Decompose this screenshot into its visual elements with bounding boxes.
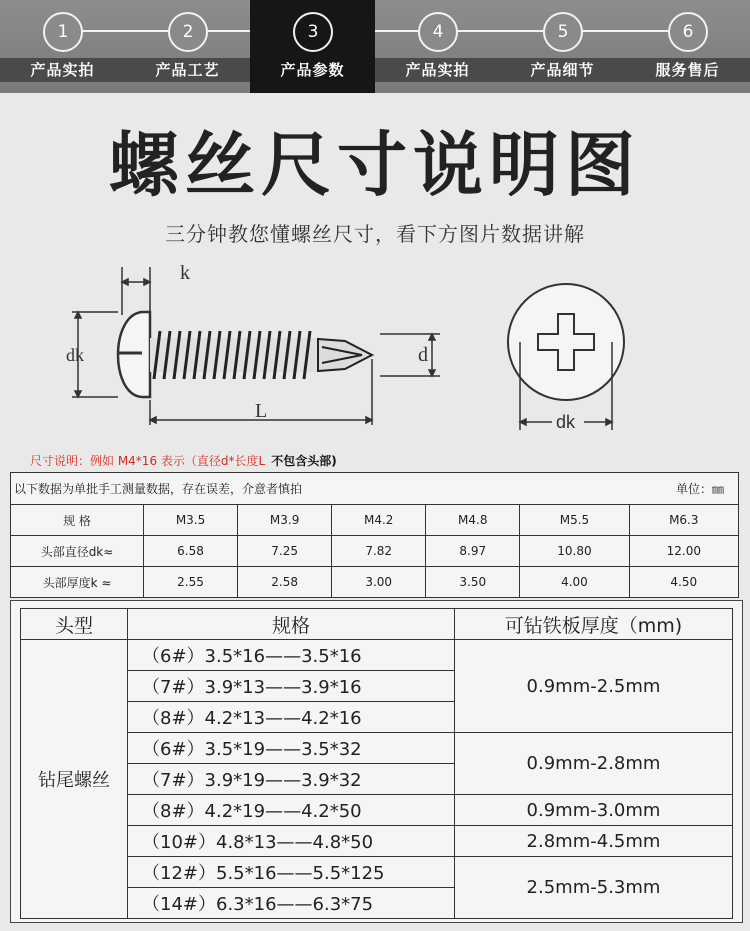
drill-capacity-table xyxy=(20,608,733,919)
table-cell: 4.50 xyxy=(629,567,738,598)
column-header: 可钻铁板厚度（mm) xyxy=(455,609,733,640)
table-cell: 3.00 xyxy=(332,567,426,598)
step-3[interactable] xyxy=(250,0,375,93)
table-cell: M5.5 xyxy=(520,505,629,536)
spec-cell: （14#）6.3*16——6.3*75 xyxy=(128,888,455,919)
table-row xyxy=(21,826,733,857)
thickness-cell: 2.8mm-4.5mm xyxy=(455,826,733,857)
screw-dimension-diagram xyxy=(0,255,750,445)
step-number: 5 xyxy=(543,12,583,52)
step-label: 产品参数 xyxy=(280,61,345,79)
d-label: d xyxy=(418,344,428,366)
step-number: 1 xyxy=(43,12,83,52)
table-info: 以下数据为单批手工测量数据，存在误差，介意者慎拍 xyxy=(14,482,303,496)
table-row xyxy=(21,795,733,826)
spec-cell: （6#）3.5*19——3.5*32 xyxy=(128,733,455,764)
size-note-red: 尺寸说明：例如 M4*16 表示（直径d*长度L xyxy=(30,454,266,468)
spec-cell: （8#）4.2*19——4.2*50 xyxy=(128,795,455,826)
table-cell: 7.82 xyxy=(332,536,426,567)
table-cell: 3.50 xyxy=(426,567,520,598)
k-label: k xyxy=(180,262,190,284)
step-label: 产品实拍 xyxy=(405,61,470,79)
table-cell: 头部直径dk≈ xyxy=(11,536,144,567)
table-row xyxy=(21,640,733,671)
spec-cell: （12#）5.5*16——5.5*125 xyxy=(128,857,455,888)
table-cell: 2.55 xyxy=(144,567,238,598)
step-label: 产品实拍 xyxy=(30,61,95,79)
spec-cell: （10#）4.8*13——4.8*50 xyxy=(128,826,455,857)
dk-end-label: dk xyxy=(556,412,576,432)
size-note xyxy=(30,452,337,469)
table-cell: 7.25 xyxy=(238,536,332,567)
thickness-cell: 0.9mm-2.5mm xyxy=(455,640,733,733)
step-4[interactable] xyxy=(375,0,500,93)
step-2[interactable] xyxy=(125,0,250,93)
step-nav xyxy=(0,0,750,93)
table-unit: 单位：㎜ xyxy=(675,482,724,496)
table-cell: 2.58 xyxy=(238,567,332,598)
step-number: 3 xyxy=(293,12,333,52)
table-row xyxy=(11,567,739,598)
table-row xyxy=(21,733,733,764)
table-cell: 10.80 xyxy=(520,536,629,567)
spec-cell: （7#）3.9*13——3.9*16 xyxy=(128,671,455,702)
table-row xyxy=(11,536,739,567)
table-header-row xyxy=(21,609,733,640)
table-cell: 12.00 xyxy=(629,536,738,567)
dimension-table xyxy=(10,472,739,598)
table-cell: 规 格 xyxy=(11,505,144,536)
spec-cell: （7#）3.9*19——3.9*32 xyxy=(128,764,455,795)
step-5[interactable] xyxy=(500,0,625,93)
step-number: 4 xyxy=(418,12,458,52)
dk-label: dk xyxy=(66,345,84,365)
step-label: 服务售后 xyxy=(655,61,720,79)
step-label: 产品工艺 xyxy=(155,61,220,79)
page-title: 螺丝尺寸说明图 xyxy=(109,124,641,206)
drill-capacity-panel xyxy=(10,600,743,923)
column-header: 规格 xyxy=(128,609,455,640)
step-number: 2 xyxy=(168,12,208,52)
thickness-cell: 0.9mm-3.0mm xyxy=(455,795,733,826)
column-header: 头型 xyxy=(21,609,128,640)
size-note-black: 不包含头部) xyxy=(271,454,337,468)
table-cell: 4.00 xyxy=(520,567,629,598)
table-cell: 8.97 xyxy=(426,536,520,567)
table-row xyxy=(21,857,733,888)
step-6[interactable] xyxy=(625,0,750,93)
step-label: 产品细节 xyxy=(530,61,595,79)
thickness-cell: 2.5mm-5.3mm xyxy=(455,857,733,919)
table-cell: M3.5 xyxy=(144,505,238,536)
step-1[interactable] xyxy=(0,0,125,93)
head-type-cell: 钻尾螺丝 xyxy=(21,640,128,919)
thickness-cell: 0.9mm-2.8mm xyxy=(455,733,733,795)
L-label: L xyxy=(255,400,268,422)
table-cell: M4.8 xyxy=(426,505,520,536)
step-number: 6 xyxy=(668,12,708,52)
table-info-row xyxy=(11,473,739,505)
table-cell: M3.9 xyxy=(238,505,332,536)
spec-cell: （6#）3.5*16——3.5*16 xyxy=(128,640,455,671)
page-subtitle: 三分钟教您懂螺丝尺寸，看下方图片数据讲解 xyxy=(165,222,585,246)
table-cell: M6.3 xyxy=(629,505,738,536)
table-row xyxy=(11,505,739,536)
table-cell: 6.58 xyxy=(144,536,238,567)
spec-cell: （8#）4.2*13——4.2*16 xyxy=(128,702,455,733)
table-cell: M4.2 xyxy=(332,505,426,536)
table-cell: 头部厚度k ≈ xyxy=(11,567,144,598)
